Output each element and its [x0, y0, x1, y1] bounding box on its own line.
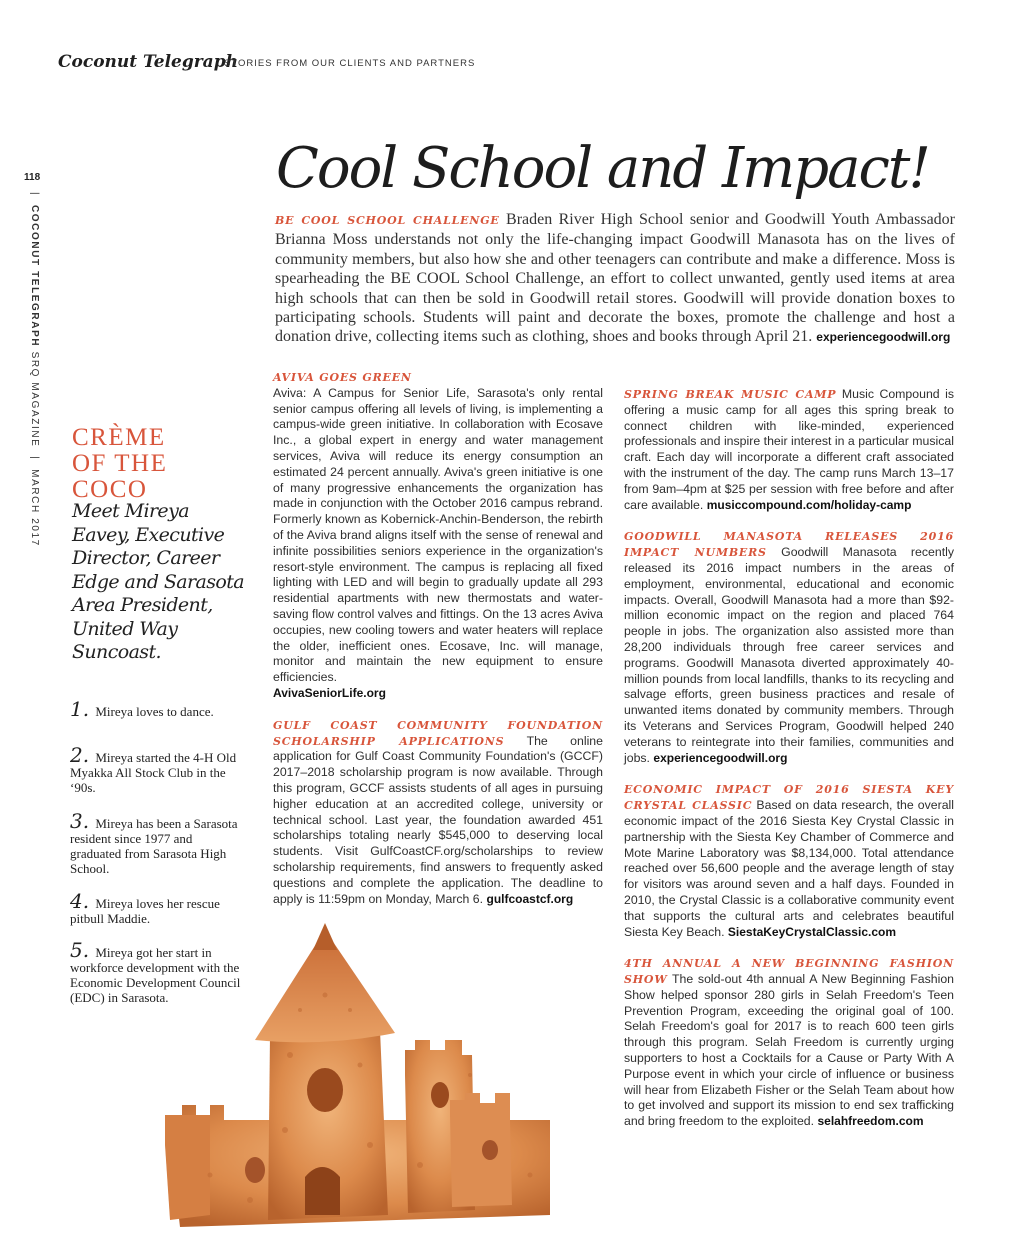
spine-publication: COCONUT TELEGRAPH [29, 204, 40, 348]
article-body: Aviva: A Campus for Senior Life, Sarasota's only rental senior campus offering all levels of living, is implementing a campus-wide green initiative. In collaboration with Ecosave Inc., a global expert in energy and water management services, Aviva will reduce its energy consumption an estimated 24 percent annually. Aviva's green initiative is one of many progressive enhancements the organization has made in conjunction with the October 2016 campus rebrand. Formerly known as Kobernick-Anchin-Benderson, the rebirth of the Aviva brand aligns itself with the sense of renewal and infinite possibilities seniors experience in the organization's resort-style environment. The campus is replacing all fixed lighting with LED and will begin to gradually update all 293 residential apartments with new thermostats and water-saving flow control valves and fittings. On the 13 acres Aviva occupies, new cooling towers and water heaters will replace the older, inefficient ones. Ecosave, Inc. will manage, monitor and maintain the new equipment to ensure efficiencies. [273, 385, 603, 685]
castle-window [431, 1082, 449, 1108]
article-body: Based on data research, the overall economic impact of the 2016 Siesta Key Crystal Classic in partnership with the Siesta Key Chamber of Commerce and Mote Marine Laboratory was $8,134,000. Total attendance reached over 56,600 people and the average length of stay for visitors was around seven and a half days. Founded in 2010, the Crystal Classic is a collaborative community event that supports the cultural arts and celebrates beautiful Siesta Key Beach. [624, 798, 955, 939]
castle-window [245, 1157, 265, 1183]
castle-window [482, 1140, 498, 1160]
intro-body: Braden River High School senior and Goodwill Youth Ambassador Brianna Moss understands not only the life-changing impact Goodwill Manasota has on the lives of community members, but also how she and other teenagers can contribute and make a difference. Moss is spearheading the BE COOL School Challenge, an effort to collect unwanted, gently used items at area high schools that can then be sold in Goodwill retail stores. Goodwill will provide donation boxes to participating schools. Students will paint and decorate the boxes, promote the challenge and host a donation drive, collecting items such as clothing, shoes and books through April 21. [275, 211, 956, 346]
article-heading: SPRING BREAK MUSIC CAMP [624, 388, 837, 401]
article-crystal-classic [624, 782, 954, 940]
article-fashion-show [624, 956, 954, 1130]
page-title: Cool School and Impact! [276, 136, 929, 201]
article-body: The sold-out 4th annual A New Beginning Fashion Show helped sponsor 280 girls in Selah Freedom's Teen Prevention Program, exceeding the original goal of 100. Selah Freedom's goal for 2017 is to reach 600 teen girls through this program. Selah Freedom is currently urging supporters to host a Cocktails for a Cause or Party With A Purpose event in which your circle of influence or business will hear from Elizabeth Fisher or the Selah Team about how to get involved and support its mission to end sex trafficking and bring freedom to the exploited. [624, 972, 954, 1129]
article-music-camp [624, 387, 954, 513]
spine-issue: MARCH 2017 [29, 469, 40, 547]
page-number: 118 [24, 172, 41, 183]
article-aviva [273, 370, 603, 702]
article-heading: GOODWILL MANASOTA RELEASES 2016 IMPACT NUMBERS [624, 530, 954, 560]
sidebar-heading-line: COCO [72, 476, 148, 503]
fact-text: Mireya has been a Sarasota resident since 1977 and graduated from Sarasota High School. [70, 816, 238, 876]
castle-small-tower [450, 1093, 512, 1207]
article-link[interactable]: selahfreedom.com [817, 1114, 924, 1129]
intro-link[interactable]: experiencegoodwill.org [816, 330, 951, 345]
castle-left-tower [165, 1115, 210, 1220]
article-link[interactable]: experiencegoodwill.org [653, 750, 788, 765]
intro-article [275, 210, 955, 348]
article-body: Goodwill Manasota recently released its 2016 impact numbers in the areas of employment, environmental, educational and economic impacts. Overall, Goodwill Manasota had a more than $92-million economic impact on the region and placed 764 people in jobs. The organization also assisted more than 28,200 individuals through free career services and programs. Goodwill Manasota diverted approximately 40-million pounds from local landfills, thanks to its recycling and salvage efforts, green business practices and resale of unwanted items donated by community members. Through its Veterans and Services Program, Goodwill helped 240 veterans to reintegrate into their families, communities and jobs. [624, 545, 954, 765]
castle-window [307, 1068, 343, 1112]
intro-heading: BE COOL SCHOOL CHALLENGE [275, 214, 500, 227]
fact-number: 2. [70, 743, 90, 767]
fact-item [70, 809, 245, 876]
article-body: The online application for Gulf Coast Community Foundation's (GCCF) 2017–2018 scholarship program is now available. Through this program, GCCF assists students of all ages in pursuing higher education at an accredited college, university or technical school. Last year, the foundation awarded 451 scholarships totaling nearly $545,000 to deserving local students. Visit GulfCoastCF.org/scholarships to review scholarship requirements, find answers to frequently asked questions and complete the application. The deadline to apply is 11:59pm on Monday, March 6. [273, 733, 603, 906]
sidebar-heading-line: CRÈME [72, 424, 166, 451]
article-heading: AVIVA GOES GREEN [273, 371, 412, 384]
article-heading: 4TH ANNUAL A NEW BEGINNING FASHION SHOW [624, 957, 954, 987]
sidebar-subheading: Meet Mireya Eavey, Executive Director, Career Edge and Sarasota Area President, United Way Suncoast. [72, 500, 244, 663]
middle-column [273, 370, 603, 923]
fact-text: Mireya loves her rescue pitbull Maddie. [70, 896, 220, 926]
article-link[interactable]: SiestaKeyCrystalClassic.com [727, 924, 896, 939]
spine-magazine: SRQ MAGAZINE [29, 351, 40, 448]
sand-castle-illustration [150, 915, 570, 1237]
fact-text: Mireya loves to dance. [95, 704, 214, 719]
fact-number: 4. [70, 889, 90, 913]
brand-logo: Coconut Telegraph [58, 52, 238, 72]
castle-spire [313, 923, 337, 950]
article-link[interactable]: gulfcoastcf.org [486, 891, 574, 906]
fact-text: Mireya started the 4-H Old Myakka All Stock Club in the ‘90s. [70, 750, 237, 795]
article-link[interactable]: musiccompound.com/holiday-camp [706, 497, 912, 512]
fact-number: 5. [70, 938, 90, 962]
article-goodwill-impact [624, 529, 954, 766]
right-column [624, 387, 954, 1146]
fact-item [70, 697, 245, 721]
article-link[interactable]: AvivaSeniorLife.org [273, 685, 386, 700]
fact-number: 1. [70, 697, 90, 721]
fact-text: Mireya got her start in workforce development with the Economic Development Council (EDC) in Sarasota. [70, 945, 241, 1005]
article-gulf-coast [273, 718, 603, 908]
section-tagline: STORIES FROM OUR CLIENTS AND PARTNERS [224, 58, 476, 69]
spine-text: | COCONUT TELEGRAPH SRQ MAGAZINE | MARCH 2017 [29, 192, 40, 547]
article-heading: GULF COAST COMMUNITY FOUNDATION SCHOLARSHIP APPLICATIONS [273, 718, 603, 748]
article-body: Music Compound is offering a music camp for all ages this spring break to connect children with like-minded, experienced professionals and inspire their interest in a particular musical craft. Each day will incorporate a different craft associated with the instrument of the day. The camp runs March 13–17 from 9am–4pm at $25 per session with free before and after care available. [624, 387, 955, 512]
fact-number: 3. [70, 809, 90, 833]
article-heading: ECONOMIC IMPACT OF 2016 SIESTA KEY CRYSTAL CLASSIC [624, 783, 954, 813]
sidebar-heading [72, 425, 252, 503]
fact-item [70, 743, 245, 795]
sidebar-heading-line: OF THE [72, 450, 168, 477]
castle-door [305, 1167, 340, 1215]
